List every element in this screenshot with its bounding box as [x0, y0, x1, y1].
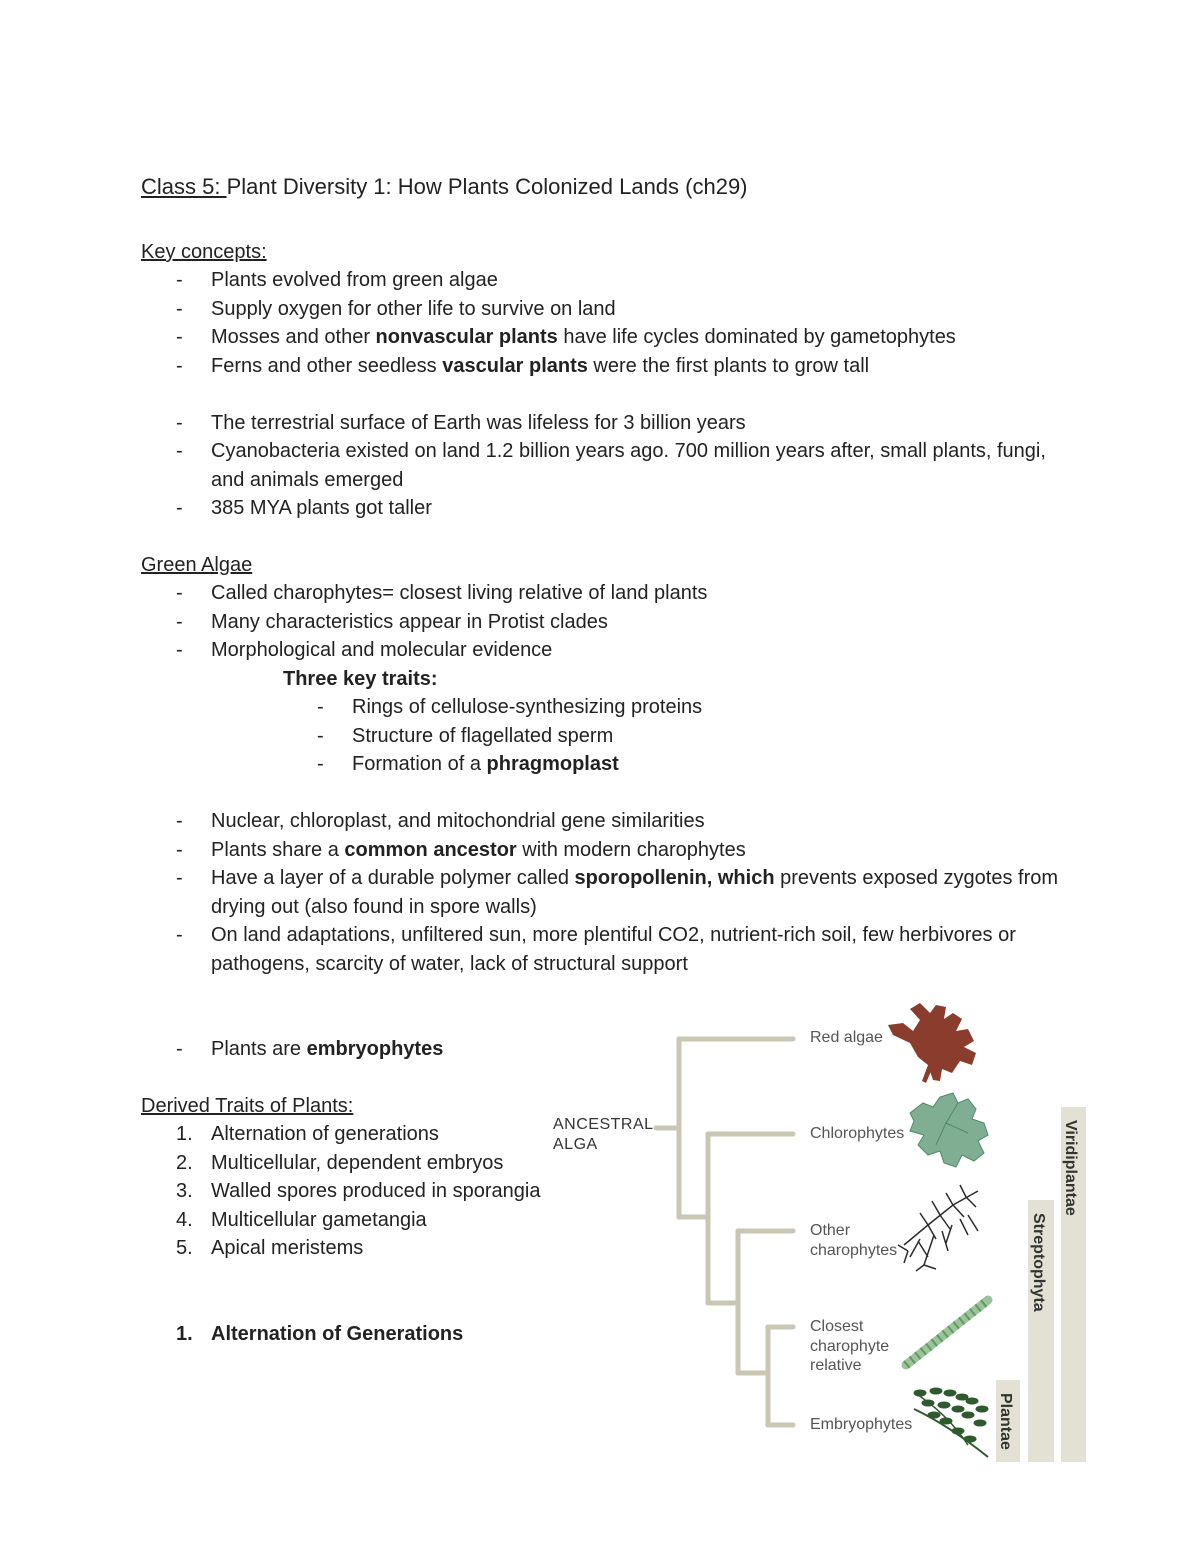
key-concepts-heading: Key concepts: [141, 241, 267, 263]
three-key-traits-heading: Three key traits: [283, 667, 438, 690]
earth-history-list [141, 409, 1081, 523]
list-item: - Supply oxygen for other life to survive on land [141, 295, 1081, 324]
closest-relative-label-3: relative [810, 1357, 862, 1374]
page-title [141, 173, 1081, 201]
list-item: - Called charophytes= closest living relative of land plants [141, 579, 1081, 608]
list-item: - Structure of flagellated sperm [141, 722, 1081, 751]
derived-traits-heading: Derived Traits of Plants: [141, 1095, 354, 1117]
chlorophyte-illustration [910, 1093, 988, 1167]
key-concepts-list [141, 266, 1081, 380]
red-alga-illustration [888, 1003, 976, 1083]
list-item: 4. Multicellular gametangia [176, 1208, 427, 1231]
list-item: - Cyanobacteria existed on land 1.2 billion years ago. 700 million years after, small plants, fungi, and animals emerged [141, 437, 1081, 494]
list-item: - Plants are embryophytes [141, 1035, 541, 1064]
list-item: - Morphological and molecular evidence [141, 636, 1081, 665]
ancestral-alga-label-1: ANCESTRAL [553, 1116, 654, 1133]
list-item: - Many characteristics appear in Protist clades [141, 608, 1081, 637]
list-item: - Have a layer of a durable polymer called sporopollenin, which prevents exposed zygotes from drying out (also found in spore walls) [141, 864, 1081, 921]
list-item: 1. Alternation of generations [176, 1123, 439, 1145]
chlorophytes-label: Chlorophytes [810, 1125, 905, 1142]
evidence-list [141, 807, 1081, 978]
streptophyta-label: Streptophyta [1030, 1213, 1047, 1312]
list-item: - Plants share a common ancestor with modern charophytes [141, 836, 1081, 865]
plantae-label: Plantae [997, 1393, 1014, 1450]
list-item: 3. Walled spores produced in sporangia [176, 1180, 541, 1202]
closest-relative-label-2: charophyte [810, 1338, 890, 1355]
title-prefix: Class 5: [141, 174, 227, 199]
key-traits-list [141, 693, 1081, 779]
alternation-heading: 1. Alternation of Generations [176, 1322, 464, 1345]
list-item: - 385 MYA plants got taller [141, 494, 1081, 523]
list-item: - Rings of cellulose-synthesizing proteins [141, 693, 1081, 722]
list-item: - Formation of a phragmoplast [141, 750, 1081, 779]
other-charophytes-illustration [898, 1185, 978, 1271]
lower-left-column [141, 1035, 541, 1348]
red-algae-label: Red algae [810, 1029, 883, 1046]
list-item: 2. Multicellular, dependent embryos [176, 1151, 504, 1174]
green-algae-list [141, 579, 1081, 665]
list-item: - The terrestrial surface of Earth was lifeless for 3 billion years [141, 409, 1081, 438]
list-item: - Mosses and other nonvascular plants have life cycles dominated by gametophytes [141, 323, 1081, 352]
list-item: - Ferns and other seedless vascular plants were the first plants to grow tall [141, 352, 1081, 381]
list-item: - Nuclear, chloroplast, and mitochondrial gene similarities [141, 807, 1081, 836]
closest-relative-label-1: Closest [810, 1318, 864, 1335]
tree-branches [656, 1039, 793, 1425]
other-charophytes-label-2: charophytes [810, 1242, 898, 1259]
derived-traits-list [141, 1120, 541, 1263]
fern-illustration [914, 1388, 988, 1457]
list-item: - Plants evolved from green algae [141, 266, 1081, 295]
phylogenetic-tree-diagram [548, 995, 1093, 1470]
list-item: - On land adaptations, unfiltered sun, more plentiful CO2, nutrient-rich soil, few herbivores or pathogens, scarcity of water, lack of structural support [141, 921, 1081, 978]
ancestral-alga-label-2: ALGA [553, 1136, 598, 1153]
title-text: Plant Diversity 1: How Plants Colonized Lands (ch29) [226, 174, 748, 199]
viridiplantae-label: Viridiplantae [1062, 1120, 1079, 1216]
other-charophytes-label-1: Other [810, 1222, 851, 1239]
closest-relative-illustration [906, 1300, 988, 1365]
embryophytes-label: Embryophytes [810, 1416, 913, 1433]
embryophytes-list [141, 1035, 541, 1064]
list-item: 5. Apical meristems [176, 1237, 364, 1259]
green-algae-heading: Green Algae [141, 554, 253, 576]
